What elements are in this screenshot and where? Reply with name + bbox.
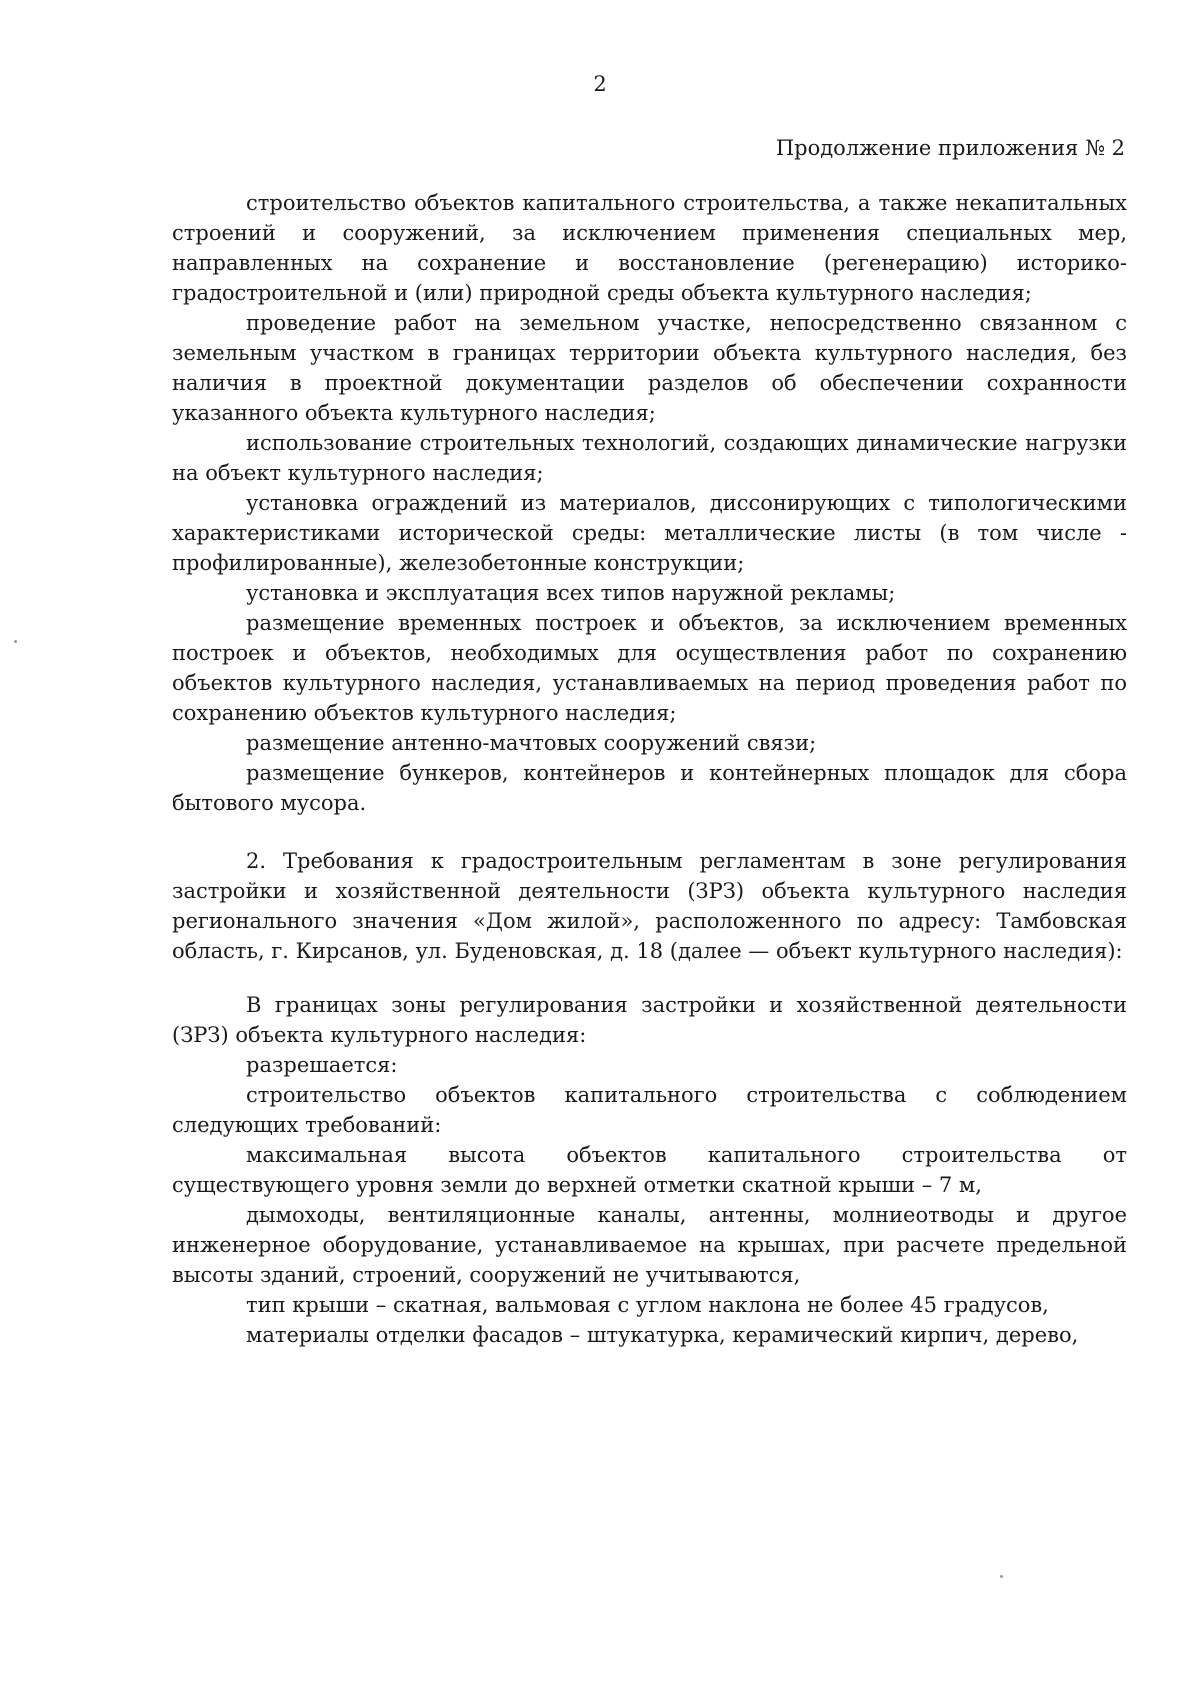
paragraph: проведение работ на земельном участке, непосредственно связанном с земельным участком в границах территории объекта культурного наследия, без наличия в проектной документации разделов об обеспечении сохранности указанного объекта культурного наследия;: [172, 311, 1127, 425]
paragraph: использование строительных технологий, создающих динамические нагрузки на объект культурного наследия;: [172, 431, 1127, 485]
paragraph: строительство объектов капитального строительства, а также некапитальных строений и сооружений, за исключением применения специальных мер, направленных на сохранение и восстановление (регенерацию) историко-градостроительной и (или) природной среды объекта культурного наследия;: [172, 191, 1127, 305]
paragraph: разрешается:: [246, 1053, 398, 1077]
paragraph: дымоходы, вентиляционные каналы, антенны, молниеотводы и другое инженерное оборудование, устанавливаемое на крышах, при расчете предельной высоты зданий, строений, сооружений не учитываются,: [172, 1203, 1127, 1287]
paragraph: строительство объектов капитального строительства с соблюдением следующих требований:: [172, 1083, 1127, 1137]
scan-speck: [14, 640, 17, 643]
paragraph: размещение временных построек и объектов, за исключением временных построек и объектов, необходимых для осуществления работ по сохранению объектов культурного наследия, устанавливаемых на период проведения работ по сохранению объектов культурного наследия;: [172, 611, 1127, 725]
paragraph: установка и эксплуатация всех типов наружной рекламы;: [246, 581, 896, 605]
paragraph: В границах зоны регулирования застройки и хозяйственной деятельности (ЗРЗ) объекта культурного наследия:: [172, 993, 1127, 1047]
paragraph: материалы отделки фасадов – штукатурка, керамический кирпич, дерево,: [246, 1323, 1079, 1347]
spacer: [172, 966, 1127, 990]
paragraph: установка ограждений из материалов, диссонирующих с типологическими характеристиками исторической среды: металлические листы (в том числе - профилированные), железобетонные конструкции;: [172, 491, 1127, 575]
spacer: [172, 818, 1127, 846]
paragraph: тип крыши – скатная, вальмовая с углом наклона не более 45 градусов,: [246, 1293, 1049, 1317]
paragraph: максимальная высота объектов капитального строительства от существующего уровня земли до верхней отметки скатной крыши – 7 м,: [172, 1143, 1127, 1197]
paragraph: размещение бункеров, контейнеров и контейнерных площадок для сбора бытового мусора.: [172, 761, 1127, 815]
appendix-continuation-header: Продолжение приложения № 2: [775, 136, 1125, 160]
page-number: 2: [593, 72, 607, 96]
scan-speck: [1000, 1575, 1003, 1578]
paragraph: размещение антенно-мачтовых сооружений связи;: [246, 731, 817, 755]
document-body: [172, 188, 1127, 1350]
section-2-heading: 2. Требования к градостроительным регламентам в зоне регулирования застройки и хозяйственной деятельности (ЗРЗ) объекта культурного наследия регионального значения «Дом жилой», расположенного по адресу: Тамбовская область, г. Кирсанов, ул. Буденовская, д. 18 (далее — объект культурного наследия):: [172, 849, 1127, 963]
